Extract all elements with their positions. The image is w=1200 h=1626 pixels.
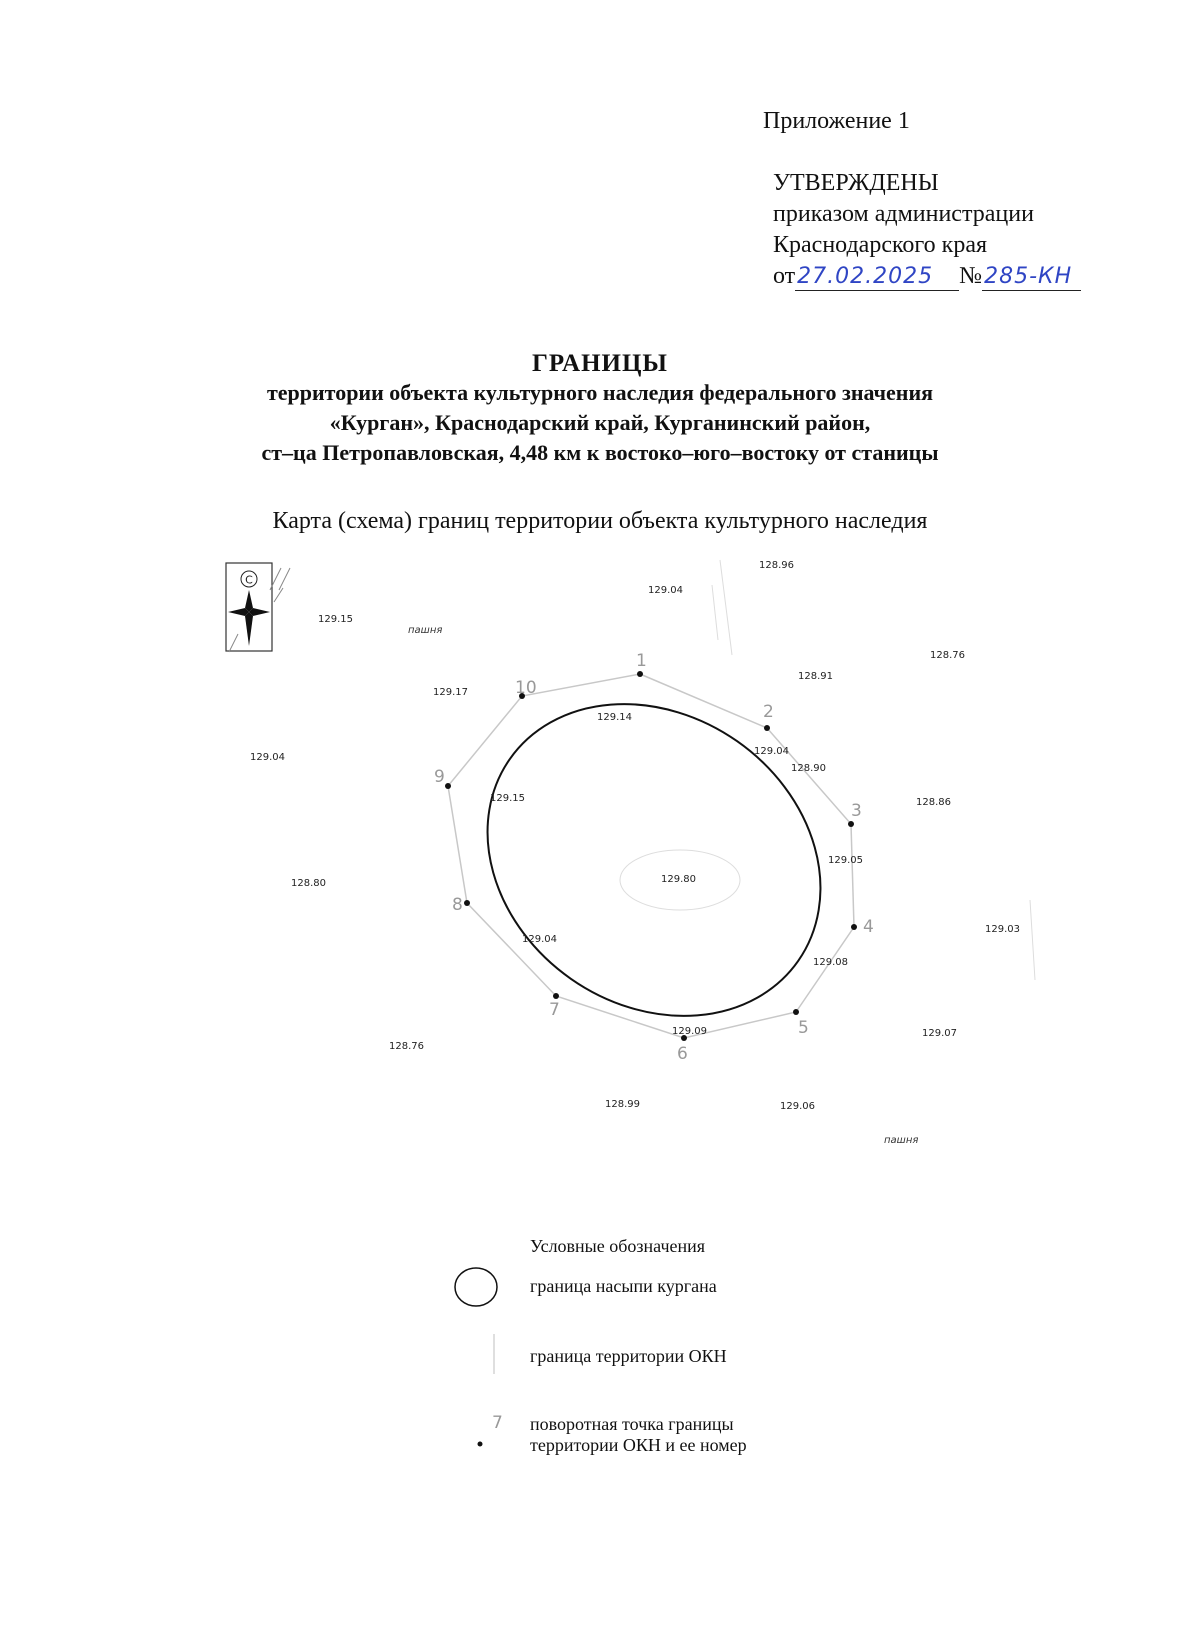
mound-legend-icon [452,1265,502,1309]
by-order-label: приказом администрации [773,201,1034,227]
turning-point-legend-icon [470,1410,510,1454]
title-line-1: территории объекта культурного наследия федерального значения [266,380,934,405]
number-value: 285-КН [984,264,1073,289]
turning-point-2 [764,725,770,731]
point-number-9: 9 [434,767,445,787]
north-compass-icon [226,563,290,652]
date-field [795,263,959,291]
elevation-mark: 128.76 [389,1041,424,1052]
elevation-mark: 129.06 [780,1101,815,1112]
elevation-mark: 129.09 [672,1026,707,1037]
elevation-mark: 129.04 [522,934,557,945]
point-number-4: 4 [863,917,874,937]
turning-point-3 [848,821,854,827]
turning-point-8 [464,900,470,906]
title-main: ГРАНИЦЫ [532,350,668,377]
number-field [982,263,1081,291]
territory-legend-icon [470,1332,500,1376]
point-number-3: 3 [851,801,862,821]
elevation-mark: 129.04 [754,746,789,757]
point-number-7: 7 [549,1000,560,1020]
from-label: от [773,263,796,289]
point-number-8: 8 [452,895,463,915]
elevation-mark: 129.17 [433,687,468,698]
order-details [773,261,1081,292]
document-title [0,350,1200,468]
title-line-3: ст–ца Петропавловская, 4,48 км к востоко–юго–востоку от станицы [261,440,939,465]
territory-boundary [448,674,854,1038]
terrain-lines [620,560,1035,980]
point-number-5: 5 [798,1018,809,1038]
number-label: № [959,263,983,289]
elevation-mark: 129.04 [648,585,683,596]
mound-boundary [427,640,882,1079]
field-label: пашня [408,625,443,636]
approved-label: УТВЕРЖДЕНЫ [773,170,939,196]
point-number-6: 6 [677,1044,688,1064]
map-caption: Карта (схема) границ территории объекта культурного наследия [272,508,928,534]
date-value: 27.02.2025 [797,264,934,289]
turning-point-7 [553,993,559,999]
elevation-mark: 129.08 [813,957,848,968]
elevation-mark: 128.91 [798,671,833,682]
legend-turning-point-line-1: поворотная точка границы [530,1414,734,1434]
turning-points [445,671,857,1041]
title-line-2: «Курган», Краснодарский край, Курганинский район, [329,410,871,435]
legend-turning-point-line-2: территории ОКН и ее номер [530,1435,747,1455]
elevation-mark: 128.90 [791,763,826,774]
region-label: Краснодарского края [773,232,988,258]
elevation-mark: 129.07 [922,1028,957,1039]
appendix-label: Приложение 1 [763,108,910,134]
elevation-mark: 128.80 [291,878,326,889]
elevation-mark: 128.96 [759,560,794,571]
legend-point-number: 7 [492,1413,503,1433]
turning-point-1 [637,671,643,677]
legend-turning-point [530,1414,747,1456]
field-label: пашня [884,1135,919,1146]
elevation-mark: 129.80 [661,874,696,885]
legend-mound: граница насыпи кургана [530,1276,717,1296]
approval-block [773,168,1081,292]
legend-title: Условные обозначения [530,1236,706,1256]
elevation-mark: 128.76 [930,650,965,661]
turning-point-4 [851,924,857,930]
boundary-map [0,560,1200,1146]
turning-point-9 [445,783,451,789]
elevation-mark: 128.86 [916,797,951,808]
legend-territory: граница территории ОКН [530,1346,727,1366]
turning-point-5 [793,1009,799,1015]
elevation-mark: 129.15 [490,793,525,804]
elevation-mark: 129.15 [318,614,353,625]
point-number-2: 2 [763,702,774,722]
elevation-mark: 129.14 [597,712,632,723]
elevation-mark: 129.03 [985,924,1020,935]
point-number-1: 1 [636,651,647,671]
elevation-mark: 128.99 [605,1099,640,1110]
point-number-10: 10 [515,678,537,698]
elevation-mark: 129.04 [250,752,285,763]
elevation-mark: 129.05 [828,855,863,866]
compass-letter: С [245,573,253,587]
